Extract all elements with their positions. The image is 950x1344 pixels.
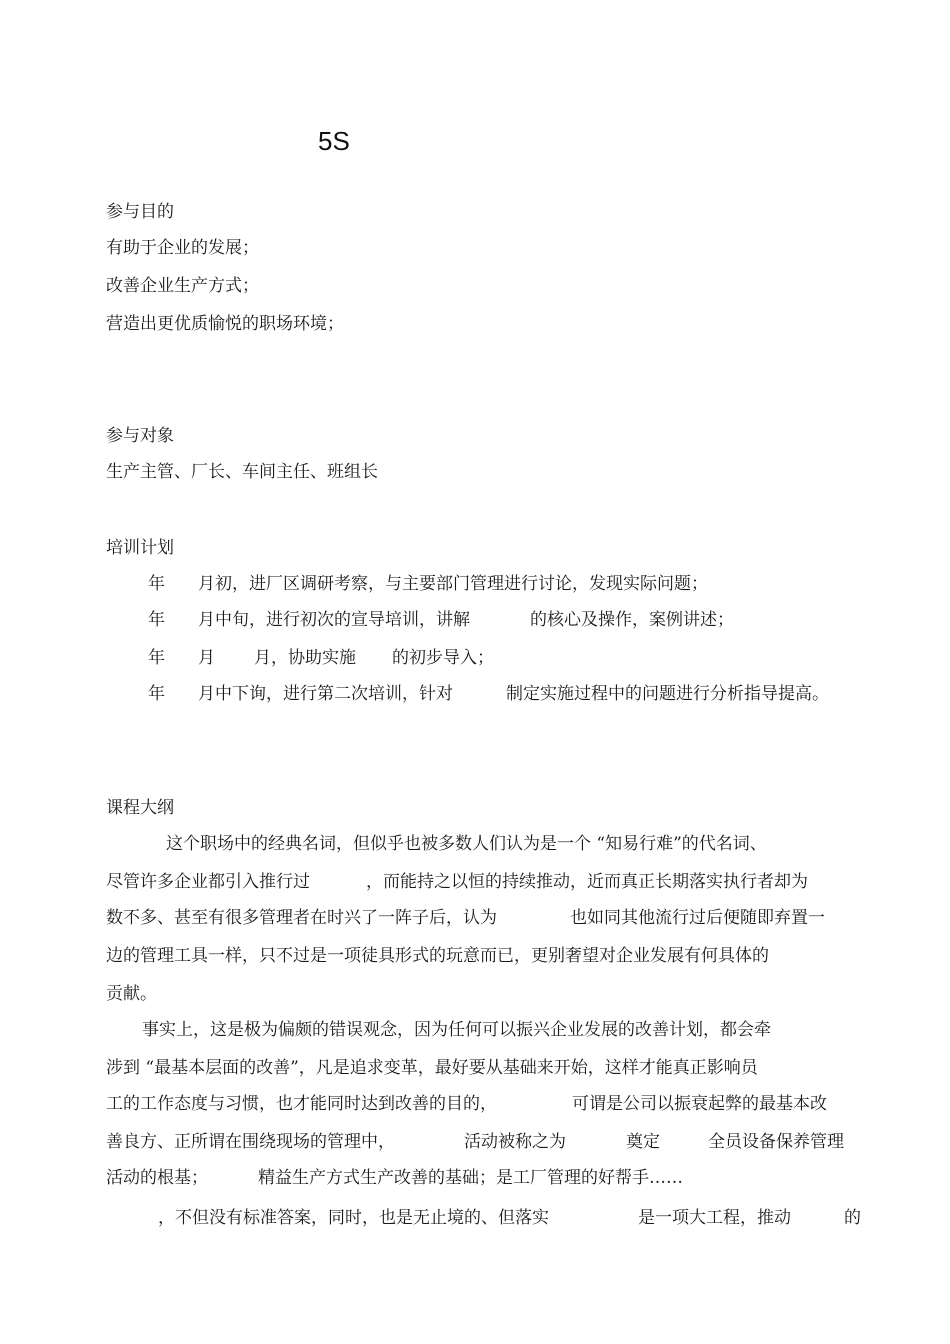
outline-paragraph-line [0,906,950,930]
outline-paragraph-line: 事实上，这是极为偏颇的错误观念，因为任何可以振兴企业发展的改善计划，都会牵 [142,1020,771,1040]
section-heading-plan: 培训计划 [106,538,174,558]
outline-paragraph-line [0,1092,950,1116]
plan-text: 月，协助实施 [254,648,356,668]
outline-text: 全员设备保养管理 [708,1132,844,1152]
plan-text: 月初，进厂区调研考察，与主要部门管理进行讨论，发现实际问题； [198,574,708,594]
plan-text: 月中下询，进行第二次培训，针对 [198,684,453,704]
outline-text: 的 [844,1208,861,1228]
outline-text: 可谓是公司以振衰起弊的最基本改 [572,1094,827,1114]
plan-row [0,572,950,596]
plan-row [0,608,950,632]
outline-text: 活动的根基； [106,1168,208,1188]
outline-text: 奠定 [626,1132,660,1152]
outline-paragraph-line: 贡献。 [106,984,157,1004]
outline-paragraph-line: 涉到 “最基本层面的改善”，凡是追求变革，最好要从基础来开始，这样才能真正影响员 [106,1058,758,1078]
plan-month: 月 [198,648,215,668]
plan-year: 年 [148,610,165,630]
plan-text: 制定实施过程中的问题进行分析指导提高。 [506,684,829,704]
plan-text: 月中旬，进行初次的宣导培训，讲解 [198,610,470,630]
outline-text: 工的工作态度与习惯，也才能同时达到改善的目的， [106,1094,497,1114]
plan-year: 年 [148,648,165,668]
plan-row [0,646,950,670]
document-title: 5S [318,126,350,156]
outline-text: 善良方、正所谓在围绕现场的管理中， [106,1132,395,1152]
outline-text: ，而能持之以恒的持续推动，近而真正长期落实执行者却为 [366,872,808,892]
outline-text: 也如同其他流行过后便随即弃置一 [570,908,825,928]
plan-year: 年 [148,574,165,594]
outline-paragraph-line [0,1166,950,1190]
outline-text: 精益生产方式生产改善的基础；是工厂管理的好帮手…… [258,1168,683,1188]
plan-text: 的初步导入； [392,648,494,668]
plan-text: 的核心及操作，案例讲述； [530,610,734,630]
outline-text: 数不多、甚至有很多管理者在时兴了一阵子后，认为 [106,908,497,928]
section-heading-outline: 课程大纲 [106,798,174,818]
plan-year: 年 [148,684,165,704]
section-heading-purpose: 参与目的 [106,202,174,222]
purpose-item: 有助于企业的发展； [106,238,259,258]
audience-text: 生产主管、厂长、车间主任、班组长 [106,462,378,482]
plan-row [0,682,950,706]
outline-paragraph-line: 边的管理工具一样，只不过是一项徒具形式的玩意而已，更别奢望对企业发展有何具体的 [106,946,769,966]
outline-text: 活动被称之为 [464,1132,566,1152]
outline-text: 尽管许多企业都引入推行过 [106,872,310,892]
outline-text: ，不但没有标准答案，同时，也是无止境的、但落实 [158,1208,549,1228]
outline-paragraph-line [0,870,950,894]
outline-paragraph-line [0,1130,950,1154]
purpose-item: 改善企业生产方式； [106,276,259,296]
section-heading-audience: 参与对象 [106,426,174,446]
outline-paragraph-line: 这个职场中的经典名词，但似乎也被多数人们认为是一个 “知易行难”的代名词、 [166,834,767,854]
purpose-item: 营造出更优质愉悦的职场环境； [106,314,344,334]
outline-paragraph-line [0,1206,950,1230]
outline-text: 是一项大工程，推动 [638,1208,791,1228]
